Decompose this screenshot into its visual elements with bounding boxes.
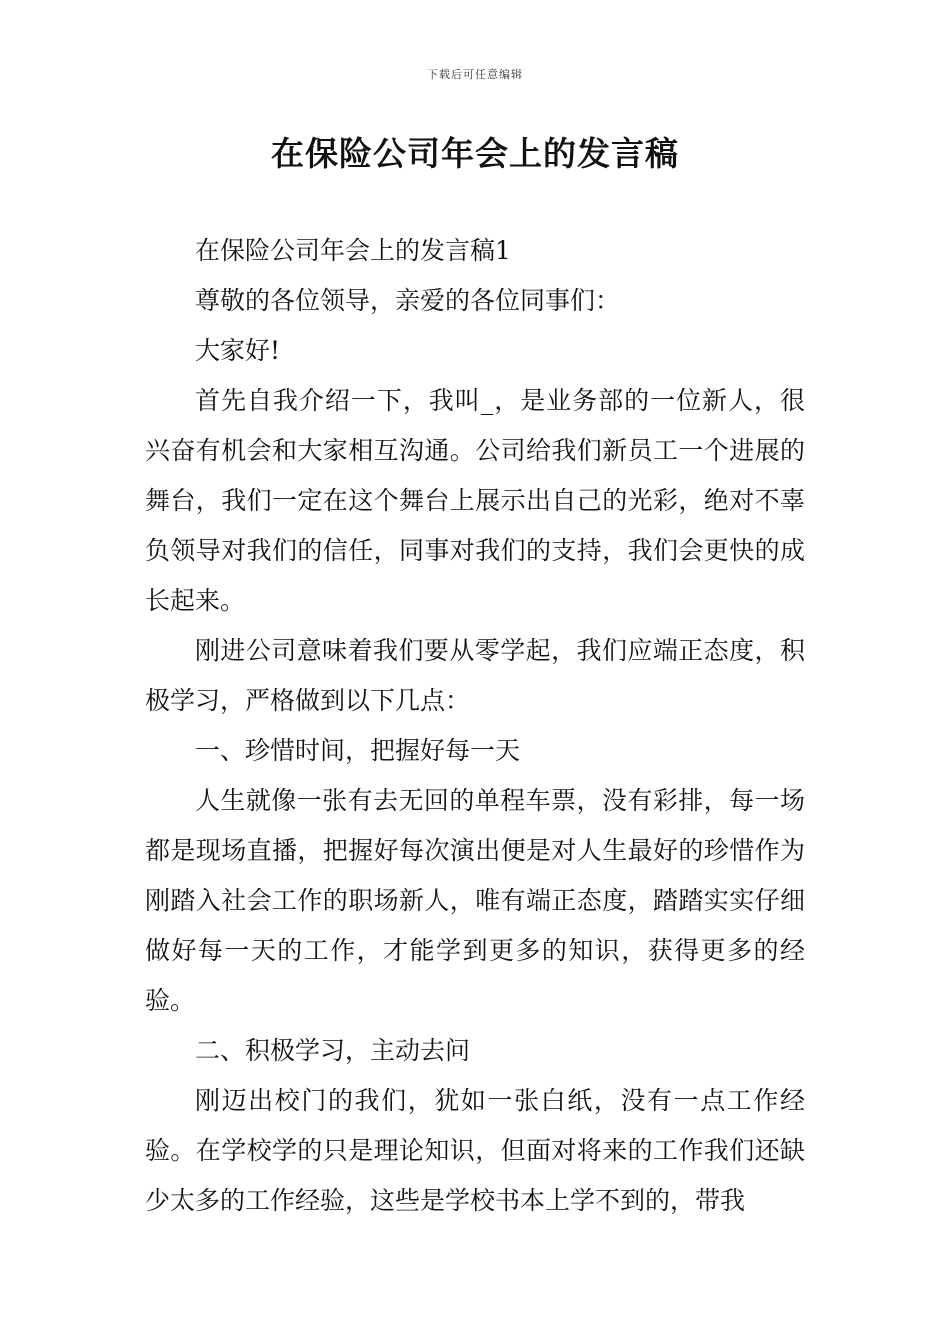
paragraph-greeting: 大家好! (195, 336, 281, 365)
paragraph-subtitle: 在保险公司年会上的发言稿1 (195, 236, 511, 265)
paragraph-section-1: 人生就像一张有去无回的单程车票，没有彩排，每一场都是现场直播，把握好每次演出便是对人生最好的珍惜作为刚踏入社会工作的职场新人，唯有端正态度，踏踏实实仔细做好每一天的工作，才能学到更多的知识，获得更多的经验。 (145, 786, 805, 1015)
section-heading-2: 二、积极学习，主动去问 (195, 1036, 471, 1065)
section-heading-1: 一、珍惜时间，把握好每一天 (195, 736, 521, 765)
paragraph-section-2: 刚迈出校门的我们，犹如一张白纸，没有一点工作经验。在学校学的只是理论知识，但面对将来的工作我们还缺少太多的工作经验，这些是学校书本上学不到的，带我 (145, 1086, 805, 1215)
document-title: 在保险公司年会上的发言稿 (271, 134, 679, 173)
paragraph-introduction: 首先自我介绍一下，我叫_，是业务部的一位新人，很兴奋有机会和大家相互沟通。公司给我们新员工一个进展的舞台，我们一定在这个舞台上展示出自己的光彩，绝对不辜负领导对我们的信任，同事对我们的支持，我们会更快的成长起来。 (145, 386, 805, 615)
paragraph-attitude: 刚进公司意味着我们要从零学起，我们应端正态度，积极学习，严格做到以下几点： (145, 636, 805, 715)
paragraph-salutation: 尊敬的各位领导，亲爱的各位同事们： (195, 286, 621, 315)
header-note: 下载后可任意编辑 (427, 68, 523, 81)
document-body (145, 226, 805, 1226)
